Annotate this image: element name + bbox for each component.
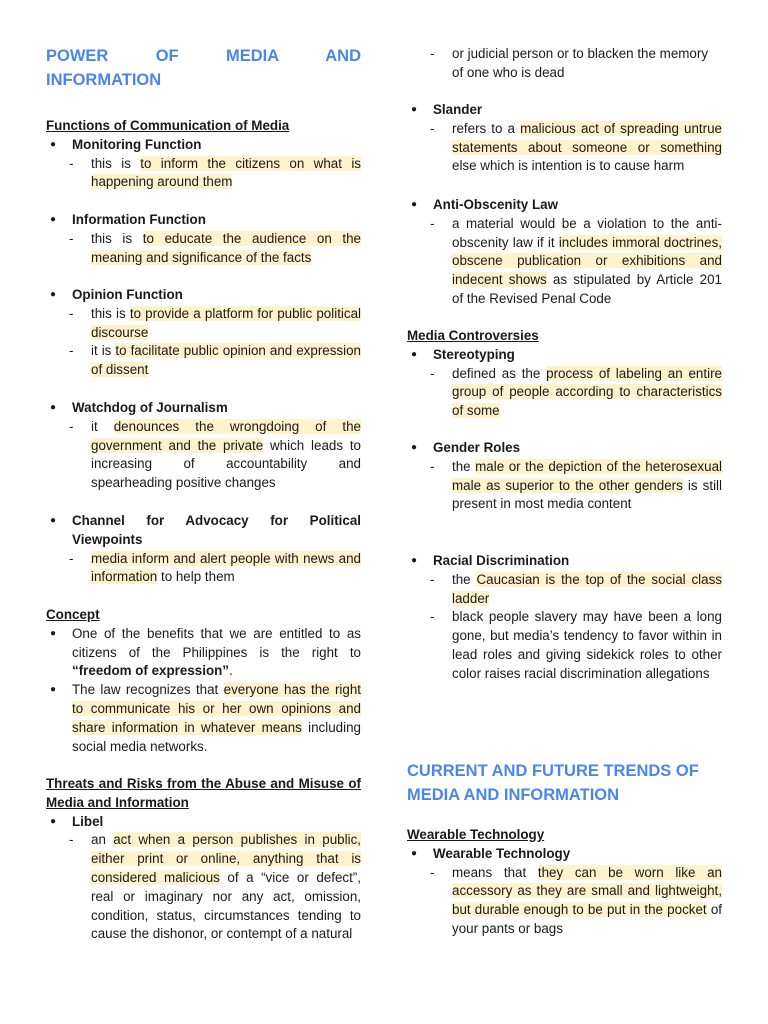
section-heading: Wearable Technology (407, 827, 545, 842)
obscenity-section (407, 196, 722, 309)
sub-item: - it is to facilitate public opinion and expression of dissent (46, 342, 361, 380)
functions-section (46, 117, 361, 192)
list-item-slander: ● Slander (407, 101, 722, 120)
section-heading: Concept (46, 607, 100, 622)
list-item-opinion: ● Opinion Function (46, 286, 361, 305)
racial-section (407, 552, 722, 684)
sub-item: - refers to a malicious act of spreading untrue statements about someone or something else which is intention is to cause harm (407, 120, 722, 176)
sub-item: - the Caucasian is the top of the social class ladder (407, 571, 722, 609)
sub-item: - this is to educate the audience on the meaning and significance of the facts (46, 230, 361, 268)
channel-section (46, 512, 361, 587)
sub-item-continued: - or judicial person or to blacken the memory of one who is dead (407, 45, 722, 83)
sub-item: - media inform and alert people with news and information to help them (46, 550, 361, 588)
page-title (46, 44, 361, 92)
opinion-section (46, 286, 361, 380)
threats-section (46, 775, 361, 944)
page-title-line1 (46, 44, 361, 68)
list-item-information: ● Information Function (46, 211, 361, 230)
sub-item: - it denounces the wrongdoing of the government and the private which leads to increasing of accountability and spearheading positive changes (46, 418, 361, 493)
section-heading: Threats and Risks from the Abuse and Misuse of Media and Information (46, 776, 361, 810)
list-item-watchdog: ● Watchdog of Journalism (46, 399, 361, 418)
watchdog-section (46, 399, 361, 493)
sub-item: - defined as the process of labeling an entire group of people according to characteristics of some (407, 365, 722, 421)
sub-item: - an act when a person publishes in public, either print or online, anything that is considered malicious of a “vice or defect”, real or imaginary nor any act, omission, condition, status, circumstances tending to cause the dishonor, or contempt of a natural (46, 831, 361, 944)
title-word: POWER (46, 47, 109, 65)
sub-item: - a material would be a violation to the anti-obscenity law if it includes immoral doctrines, obscene publication or exhibitions and indecent shows as stipulated by Article 201 of the Revised Penal Code (407, 215, 722, 309)
slander-section (407, 101, 722, 176)
sub-item: - black people slavery may have been a long gone, but media’s tendency to favor within in lead roles and giving sidekick roles to other color raises racial discrimination allegations (407, 608, 722, 683)
section-title: CURRENT AND FUTURE TRENDS OF MEDIA AND INFORMATION (407, 762, 699, 804)
trends-title (407, 759, 722, 807)
sub-item: - means that they can be worn like an accessory as they are small and lightweight, but durable enough to be put in the pocket of your pants or bags (407, 864, 722, 939)
list-item: ● The law recognizes that everyone has the right to communicate his or her own opinions and share information in whatever means including social media networks. (46, 681, 361, 756)
information-section (46, 211, 361, 267)
title-word: AND (325, 47, 361, 65)
list-item-gender-roles: ● Gender Roles (407, 439, 722, 458)
list-item: ● One of the benefits that we are entitled to as citizens of the Philippines is the right to “freedom of expression”. (46, 625, 361, 681)
sub-item: - the male or the depiction of the heterosexual male as superior to the other genders is still present in most media content (407, 458, 722, 514)
list-item-obscenity: ● Anti-Obscenity Law (407, 196, 722, 215)
list-item-libel: ● Libel (46, 813, 361, 832)
list-item-stereotyping: ● Stereotyping (407, 346, 722, 365)
libel-continued (407, 45, 722, 83)
list-item-racial: ● Racial Discrimination (407, 552, 722, 571)
list-item-channel: ● Channel for Advocacy for Political Viewpoints (46, 512, 361, 550)
sub-item: - this is to inform the citizens on what is happening around them (46, 155, 361, 193)
sub-item: - this is to provide a platform for public political discourse (46, 305, 361, 343)
section-heading: Media Controversies (407, 328, 539, 343)
page-title-line2: INFORMATION (46, 71, 162, 89)
wearable-section (407, 826, 722, 939)
gender-section (407, 439, 722, 514)
concept-section (46, 606, 361, 756)
section-heading: Functions of Communication of Media (46, 118, 290, 133)
title-word: OF (155, 47, 179, 65)
controversies-section (407, 327, 722, 421)
list-item-wearable: ● Wearable Technology (407, 845, 722, 864)
title-word: MEDIA (225, 47, 279, 65)
list-item-monitoring: ● Monitoring Function (46, 136, 361, 155)
